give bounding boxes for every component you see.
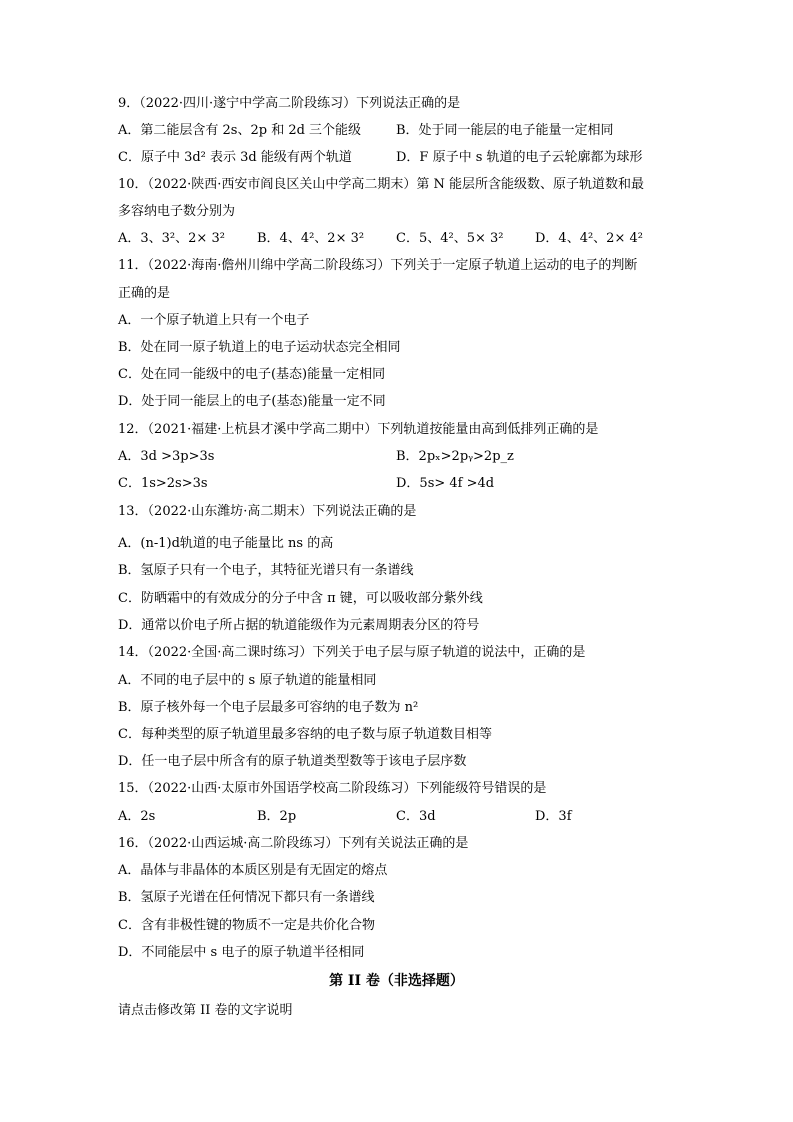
question-11-option-b: B．处在同一原子轨道上的电子运动状态完全相同 [118, 340, 401, 355]
question-16-option-b: B．氢原子光谱在任何情况下都只有一条谱线 [118, 890, 375, 905]
question-12-option-d: D．5s> 4f >4d [396, 476, 495, 491]
question-12-option-b: B．2pₓ>2pᵧ>2p_z [396, 449, 514, 464]
question-10-option-c: C．5、4²、5× 3² [396, 231, 504, 246]
question-16-option-c: C．含有非极性键的物质不一定是共价化合物 [118, 918, 375, 933]
question-12-option-c: C．1s>2s>3s [118, 476, 208, 491]
question-12-stem: 12．（2021·福建·上杭县才溪中学高二期中）下列轨道按能量由高到低排列正确的是 [118, 422, 599, 437]
question-15-option-c: C．3d [396, 809, 436, 824]
question-14-option-b: B．原子核外每一个电子层最多可容纳的电子数为 n² [118, 700, 419, 715]
question-9-option-b: B．处于同一能层的电子能量一定相同 [396, 123, 614, 138]
question-11-stem-line-2: 正确的是 [118, 286, 171, 301]
question-11-option-d: D．处于同一能层上的电子(基态)能量一定不同 [118, 394, 386, 409]
question-11-stem-line-1: 11．（2022·海南·儋州川绵中学高二阶段练习）下列关于一定原子轨道上运动的电子的判断 [118, 258, 638, 273]
question-12-option-a: A．3d >3p>3s [118, 449, 215, 464]
question-16-option-a: A．晶体与非晶体的本质区别是有无固定的熔点 [118, 863, 388, 878]
question-10-option-d: D．4、4²、2× 4² [535, 231, 643, 246]
question-14-option-c: C．每种类型的原子轨道里最多容纳的电子数与原子轨道数目相等 [118, 727, 492, 742]
question-9-stem: 9．（2022·四川·遂宁中学高二阶段练习）下列说法正确的是 [118, 96, 461, 111]
question-10-option-b: B．4、4²、2× 3² [257, 231, 365, 246]
question-14-option-d: D．任一电子层中所含有的原子轨道类型数等于该电子层序数 [118, 754, 467, 769]
question-15-option-d: D．3f [535, 809, 572, 824]
question-13-option-b: B．氢原子只有一个电子，其特征光谱只有一条谱线 [118, 563, 414, 578]
question-14-option-a: A．不同的电子层中的 s 原子轨道的能量相同 [118, 673, 377, 688]
question-16-option-d: D．不同能层中 s 电子的原子轨道半径相同 [118, 945, 365, 960]
question-16-stem: 16．（2022·山西运城·高二阶段练习）下列有关说法正确的是 [118, 836, 469, 851]
question-13-option-c: C．防晒霜中的有效成分的分子中含 π 键，可以吸收部分紫外线 [118, 591, 483, 606]
question-10-stem-line-1: 10．（2022·陕西·西安市阎良区关山中学高二期末）第 N 能层所含能级数、原子轨道数和最 [118, 177, 645, 192]
question-11-option-c: C．处在同一能级中的电子(基态)能量一定相同 [118, 367, 386, 382]
question-13-option-a: A．(n-1)d轨道的电子能量比 ns 的高 [118, 536, 334, 551]
question-15-option-a: A．2s [118, 809, 156, 824]
question-13-stem: 13．（2022·山东潍坊·高二期末）下列说法正确的是 [118, 504, 417, 519]
question-9-option-d: D．F 原子中 s 轨道的电子云轮廓都为球形 [396, 150, 643, 165]
question-9-option-a: A．第二能层含有 2s、2p 和 2d 三个能级 [118, 123, 362, 138]
question-15-stem: 15．（2022·山西·太原市外国语学校高二阶段练习）下列能级符号错误的是 [118, 781, 547, 796]
section-title: 第 II 卷（非选择题） [329, 973, 464, 989]
question-10-stem-line-2: 多容纳电子数分别为 [118, 204, 236, 219]
question-9-option-c: C．原子中 3d² 表示 3d 能级有两个轨道 [118, 150, 352, 165]
question-15-option-b: B．2p [257, 809, 297, 824]
question-14-stem: 14．（2022·全国·高二课时练习）下列关于电子层与原子轨道的说法中，正确的是 [118, 645, 586, 660]
question-10-option-a: A．3、3²、2× 3² [118, 231, 225, 246]
question-11-option-a: A．一个原子轨道上只有一个电子 [118, 313, 310, 328]
question-13-option-d: D．通常以价电子所占据的轨道能级作为元素周期表分区的符号 [118, 618, 480, 633]
section-note[interactable]: 请点击修改第 II 卷的文字说明 [118, 1003, 293, 1018]
